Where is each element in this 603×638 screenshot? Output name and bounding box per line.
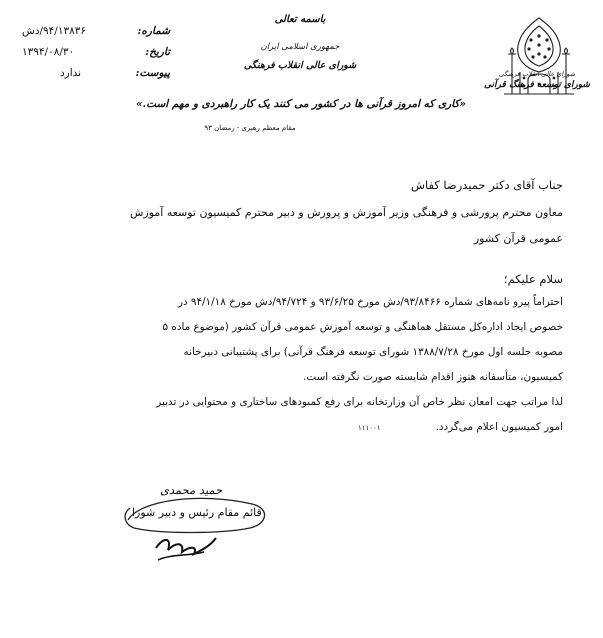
- signature-scribble: [120, 494, 270, 566]
- letter-date: ۱۳۹۴/۰۸/۳۰: [22, 46, 75, 58]
- signatory-title: قائم مقام رئیس و دبیر شورا: [132, 506, 262, 519]
- attachment-value: ندارد: [60, 67, 82, 79]
- recipient-title-line-1: معاون محترم پرورشی و فرهنگی وزیر آموزش و پرورش و دبیر محترم کمیسیون توسعه آموزش: [129, 206, 563, 219]
- greeting: سلام علیکم؛: [503, 272, 563, 286]
- attachment-label: پیوست:: [135, 67, 170, 79]
- body-paragraph-1-line-3: مصوبه جلسه اول مورخ ۱۳۸۸/۷/۲۸ شورای توسعه فرهنگ قرآنی) برای پشتیبانی دبیرخانه: [183, 346, 563, 358]
- letter-number-label: شماره:: [137, 25, 170, 37]
- country-name: جمهوری اسلامی ایران: [260, 42, 340, 52]
- logo-caption-main: شورای توسعه فرهنگ قرآنی: [484, 80, 590, 90]
- body-paragraph-2-line-1: لذا مراتب جهت امعان نظر خاص آن وزارتخانه برای رفع کمبودهای ساختاری و محتوایی در تدبیر: [156, 396, 563, 408]
- body-paragraph-1-line-2: خصوص ایجاد اداره‌کل مستقل هماهنگی و توسعه آموزش عمومی قرآن کشور (موضوع ماده ۵: [162, 321, 563, 333]
- body-paragraph-1-line-4: کمیسیون، متأسفانه هنوز اقدام شایسته صورت نگرفته است.: [303, 371, 563, 383]
- body-paragraph-2-line-2: امور کمیسیون اعلام می‌گردد.: [435, 421, 563, 433]
- recipient-name: جناب آقای دکتر حمیدرضا کفاش: [410, 178, 563, 192]
- quote-source: مقام معظم رهبری - رمضان ۹۳: [204, 124, 296, 132]
- letter-number-row: [22, 22, 170, 40]
- signatory-name: حمید محمدی: [160, 483, 223, 497]
- attachment-row: [60, 64, 170, 82]
- bismillah-heading: باسمه تعالی: [274, 14, 326, 25]
- reference-code: ۱۱۱۰۰۱: [358, 424, 381, 432]
- recipient-title-line-2: عمومی قرآن کشور: [473, 232, 563, 245]
- body-paragraph-1-line-1: احتراماً پیرو نامه‌های شماره ۹۳/۸۴۶۶/دش مورخ ۹۳/۶/۲۵ و ۹۴/۷۲۴/دش مورخ ۹۴/۱/۱۸ در: [177, 296, 563, 308]
- logo-caption-small: شورای عالی انقلاب فرهنگی: [498, 70, 576, 78]
- letter-date-label: تاریخ:: [145, 46, 170, 58]
- council-name: شورای عالی انقلاب فرهنگی: [243, 60, 357, 71]
- leader-quote: «کاری که امروز قرآنی ها در کشور می کنند یک کار راهبردی و مهم است.»: [135, 98, 466, 110]
- letter-number: ۹۴/۱۳۸۳۶/دش: [22, 25, 87, 37]
- letter-date-row: [22, 43, 170, 61]
